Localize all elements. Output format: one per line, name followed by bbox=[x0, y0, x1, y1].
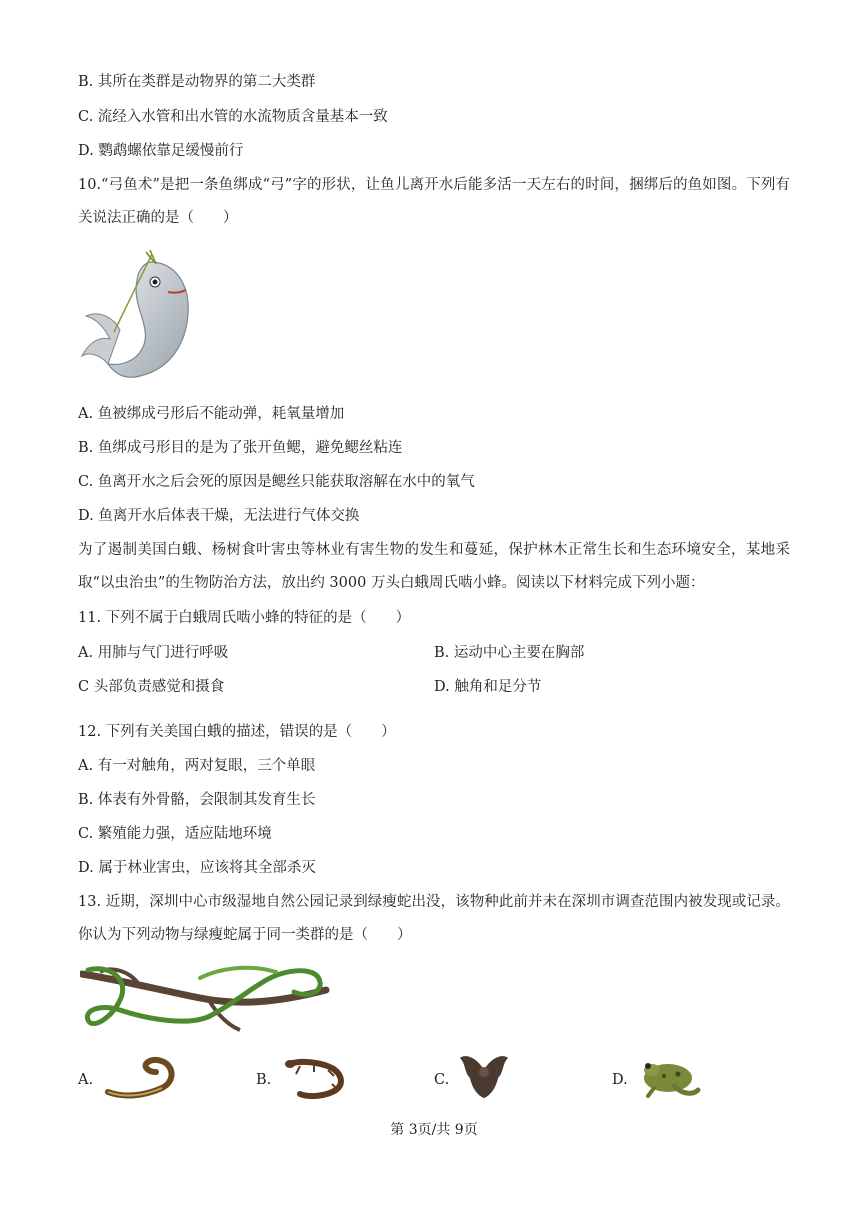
q13-label-c: C. bbox=[434, 1072, 450, 1088]
q13-label-b: B. bbox=[256, 1072, 272, 1088]
q12-option-c: C. 繁殖能力强，适应陆地环境 bbox=[78, 826, 272, 842]
q11-option-d: D. 触角和足分节 bbox=[434, 679, 542, 695]
q13-label-d: D. bbox=[612, 1072, 628, 1088]
q13-stem: 13. 近期，深圳中心市级湿地自然公园记录到绿瘦蛇出没，该物种此前并未在深圳市调查范围内被发现或记录。你认为下列动物与绿瘦蛇属于同一类群的是（ ） bbox=[78, 894, 790, 943]
page-number-footer: 第 3页/共 9页 bbox=[390, 1122, 478, 1138]
q12-stem: 12. 下列有关美国白蛾的描述，错误的是（ ） bbox=[78, 724, 396, 740]
q11-option-a: A. 用肺与气门进行呼吸 bbox=[78, 645, 229, 661]
q9-option-b: B. 其所在类群是动物界的第二大类群 bbox=[78, 74, 316, 90]
q13-label-a: A. bbox=[78, 1072, 94, 1088]
q12-option-a: A. 有一对触角，两对复眼，三个单眼 bbox=[78, 758, 316, 774]
q9-option-d: D. 鹦鹉螺依靠足缓慢前行 bbox=[78, 143, 244, 159]
q10-option-b: B. 鱼绑成弓形目的是为了张开鱼鳃，避免鳃丝粘连 bbox=[78, 440, 403, 456]
salamander-image bbox=[280, 1054, 350, 1100]
material-paragraph: 为了遏制美国白蛾、杨树食叶害虫等林业有害生物的发生和蔓延，保护林木正常生长和生态环境安全，某地采取“以虫治虫”的生物防治方法，放出约 3000 万头白蛾周氏啮小蜂。阅读以下材料完成下列小题： bbox=[78, 542, 790, 591]
q12-option-b: B. 体表有外骨骼，会限制其发育生长 bbox=[78, 792, 316, 808]
bow-fish-figure bbox=[80, 244, 200, 389]
q10-option-c: C. 鱼离开水之后会死的原因是鳃丝只能获取溶解在水中的氧气 bbox=[78, 474, 475, 490]
q10-stem: 10.“弓鱼术”是把一条鱼绑成“弓”字的形状，让鱼儿离开水后能多活一天左右的时间，捆绑后的鱼如图。下列有关说法正确的是（ ） bbox=[78, 177, 790, 226]
q10-option-a: A. 鱼被绑成弓形后不能动弹，耗氧量增加 bbox=[78, 406, 345, 422]
q11-option-c: C 头部负责感觉和摄食 bbox=[78, 679, 225, 695]
q12-option-d: D. 属于林业害虫，应该将其全部杀灭 bbox=[78, 860, 316, 876]
q9-option-c: C. 流经入水管和出水管的水流物质含量基本一致 bbox=[78, 109, 388, 125]
eel-image bbox=[104, 1052, 176, 1100]
frog-image bbox=[634, 1052, 702, 1100]
q10-option-d: D. 鱼离开水后体表干燥，无法进行气体交换 bbox=[78, 508, 360, 524]
q11-option-b: B. 运动中心主要在胸部 bbox=[434, 645, 585, 661]
bat-image bbox=[456, 1052, 512, 1100]
q11-stem: 11. 下列不属于白蛾周氏啮小蜂的特征的是（ ） bbox=[78, 610, 411, 626]
green-vine-snake-figure bbox=[80, 960, 330, 1040]
